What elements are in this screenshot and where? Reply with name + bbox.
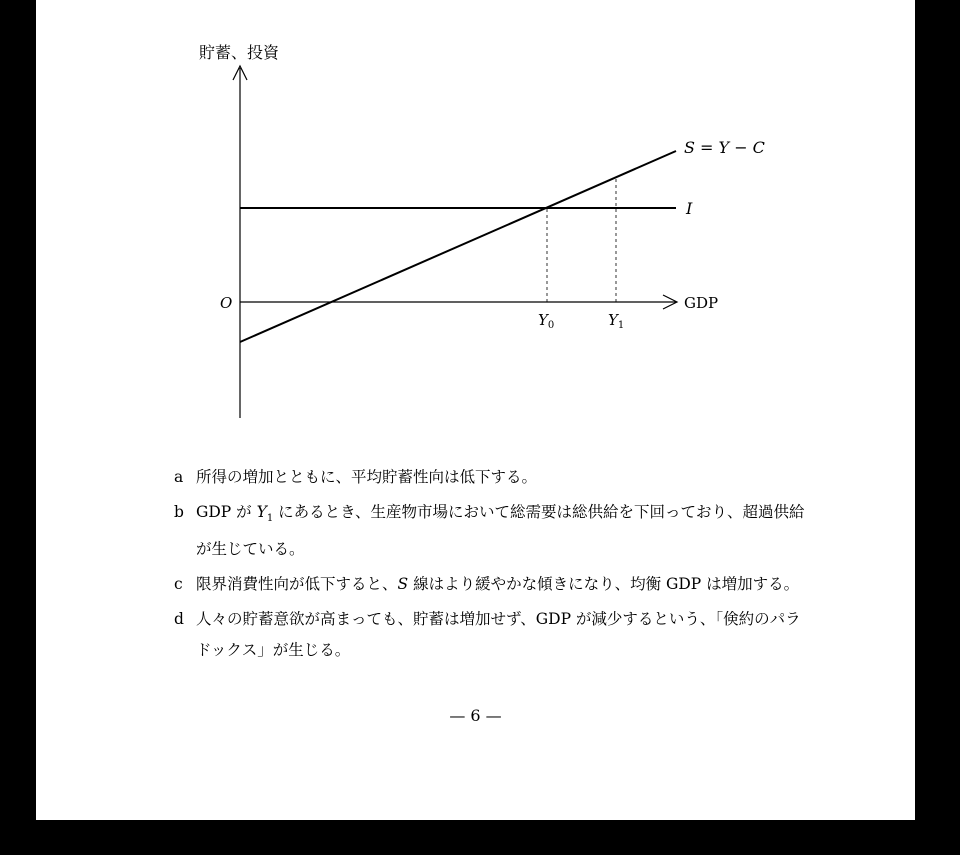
statement-text: GDP が xyxy=(196,503,257,521)
statement-text: にあるとき、生産物市場において総需要は総供給を下回っており、超過供給が生じている。 xyxy=(196,503,805,559)
saving-line-label: S = Y − C xyxy=(684,138,765,157)
page-number: — 6 — xyxy=(449,706,502,725)
math-var-y: Y xyxy=(256,503,267,521)
statement-text: 線はより緩やかな傾きになり、均衡 GDP は増加する。 xyxy=(408,575,800,594)
y-axis-label: 貯蓄、投資 xyxy=(199,43,280,62)
statement-text: 所得の増加とともに、平均貯蓄性向は低下する。 xyxy=(196,468,538,486)
statement-text: 人々の貯蓄意欲が高まっても、貯蓄は増加せず、GDP が減少するという、「倹約のパラドックス」が生じる。 xyxy=(196,610,801,660)
origin-label: O xyxy=(220,294,233,312)
statement-letter: b xyxy=(174,503,184,521)
statement-a xyxy=(174,462,814,493)
math-var-s: S xyxy=(397,575,409,594)
exam-page xyxy=(36,0,915,820)
statement-list xyxy=(174,462,814,670)
y0-label: $Y_0$ xyxy=(538,311,555,331)
statement-c xyxy=(174,569,814,600)
y1-label: $Y_1$ xyxy=(608,311,625,331)
investment-line-label: I xyxy=(686,199,693,218)
statement-letter: a xyxy=(174,468,184,486)
statement-letter: c xyxy=(174,575,183,594)
statement-d xyxy=(174,604,814,666)
x-axis-label: GDP xyxy=(684,294,719,312)
math-subscript: 1 xyxy=(266,513,274,525)
statement-letter: d xyxy=(174,610,184,629)
statement-text: 限界消費性向が低下すると、 xyxy=(196,575,398,594)
statement-b xyxy=(174,497,814,565)
saving-investment-diagram xyxy=(36,0,915,440)
